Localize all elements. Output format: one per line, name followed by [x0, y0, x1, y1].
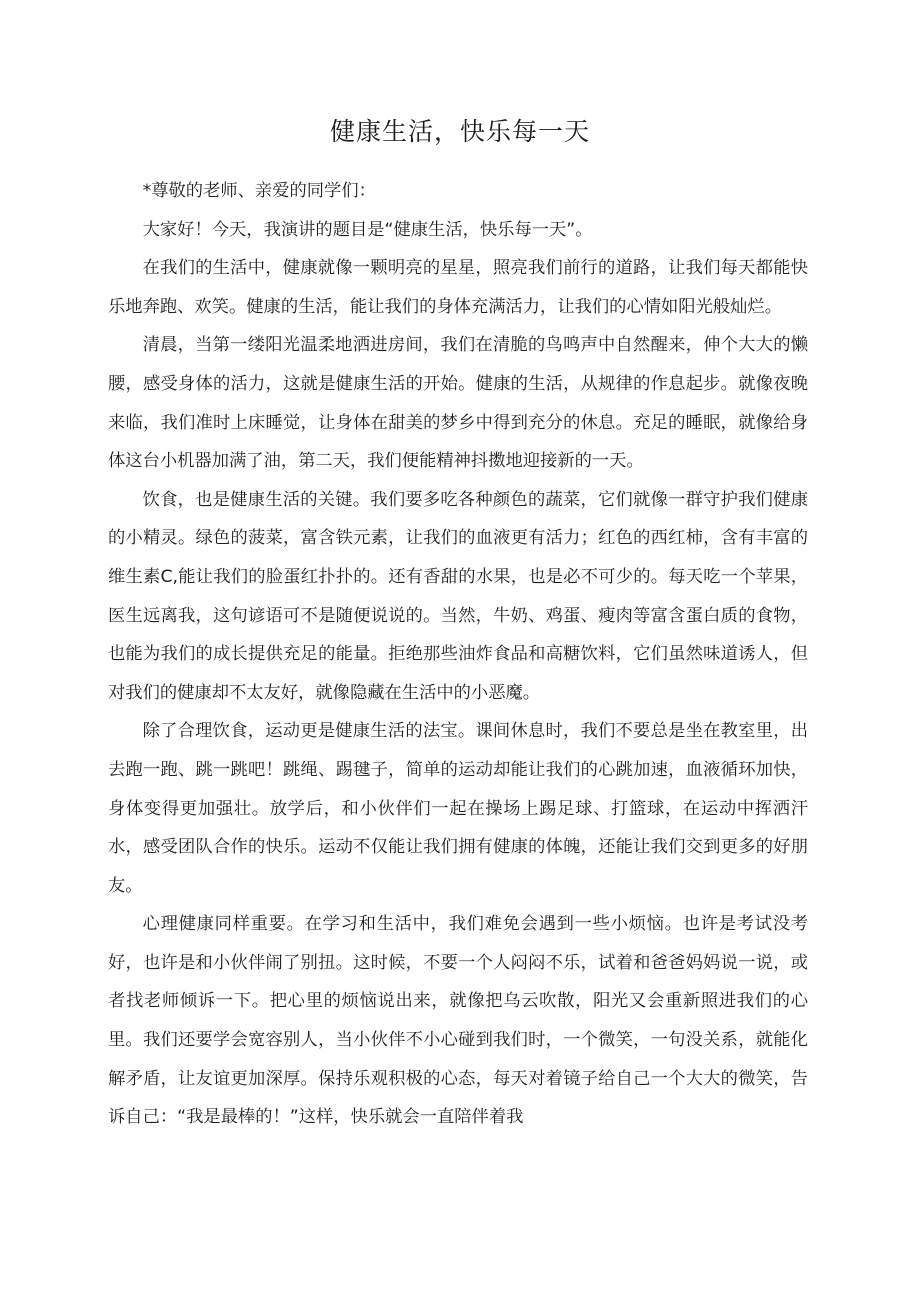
- paragraph-intro: 在我们的生活中，健康就像一颗明亮的星星，照亮我们前行的道路，让我们每天都能快乐地奔跑、欢笑。健康的生活，能让我们的身体充满活力，让我们的心情如阳光般灿烂。: [108, 258, 808, 317]
- paragraph-exercise: 除了合理饮食，运动更是健康生活的法宝。课间休息时，我们不要总是坐在教室里，出去跑一跑、跳一跳吧！跳绳、踢毽子，简单的运动却能让我们的心跳加速，血液循环加快，身体变得更加强壮。放学后，和小伙伴们一起在操场上踢足球、打篮球，在运动中挥洒汗水，感受团队合作的快乐。运动不仅能让我们拥有健康的体魄，还能让我们交到更多的好朋友。: [108, 721, 808, 896]
- paragraph-sleep: 清晨，当第一缕阳光温柔地洒进房间，我们在清脆的鸟鸣声中自然醒来，伸个大大的懒腰，感受身体的活力，这就是健康生活的开始。健康的生活，从规律的作息起步。就像夜晚来临，我们准时上床睡觉，让身体在甜美的梦乡中得到充分的休息。充足的睡眠，就像给身体这台小机器加满了油，第二天，我们便能精神抖擞地迎接新的一天。: [108, 335, 808, 472]
- paragraph-greeting: 大家好！今天，我演讲的题目是“健康生活，快乐每一天”。: [142, 219, 593, 240]
- document-title: 健康生活，快乐每一天: [329, 117, 590, 146]
- paragraph-diet: 饮食，也是健康生活的关键。我们要多吃各种颜色的蔬菜，它们就像一群守护我们健康的小精灵。绿色的菠菜，富含铁元素，让我们的血液更有活力；红色的西红柿，含有丰富的维生素C,能让我们的脸蛋红扑扑的。还有香甜的水果，也是必不可少的。每天吃一个苹果，医生远离我，这句谚语可不是随便说说的。当然，牛奶、鸡蛋、瘦肉等富含蛋白质的食物，也能为我们的成长提供充足的能量。拒绝那些油炸食品和高糖饮料，它们虽然味道诱人，但对我们的健康却不太友好，就像隐藏在生活中的小恶魔。: [108, 489, 808, 703]
- paragraph-mental-health: 心理健康同样重要。在学习和生活中，我们难免会遇到一些小烦恼。也许是考试没考好，也许是和小伙伴闹了别扭。这时候，不要一个人闷闷不乐，试着和爸爸妈妈说一说，或者找老师倾诉一下。把心里的烦恼说出来，就像把乌云吹散，阳光又会重新照进我们的心里。我们还要学会宽容别人，当小伙伴不小心碰到我们时，一个微笑，一句没关系，就能化解矛盾，让友谊更加深厚。保持乐观积极的心态，每天对着镜子给自己一个大大的微笑，告诉自己：“我是最棒的！”这样，快乐就会一直陪伴着我: [108, 914, 808, 1128]
- salutation: *尊敬的老师、亲爱的同学们：: [142, 181, 376, 201]
- document-body: [108, 172, 808, 1137]
